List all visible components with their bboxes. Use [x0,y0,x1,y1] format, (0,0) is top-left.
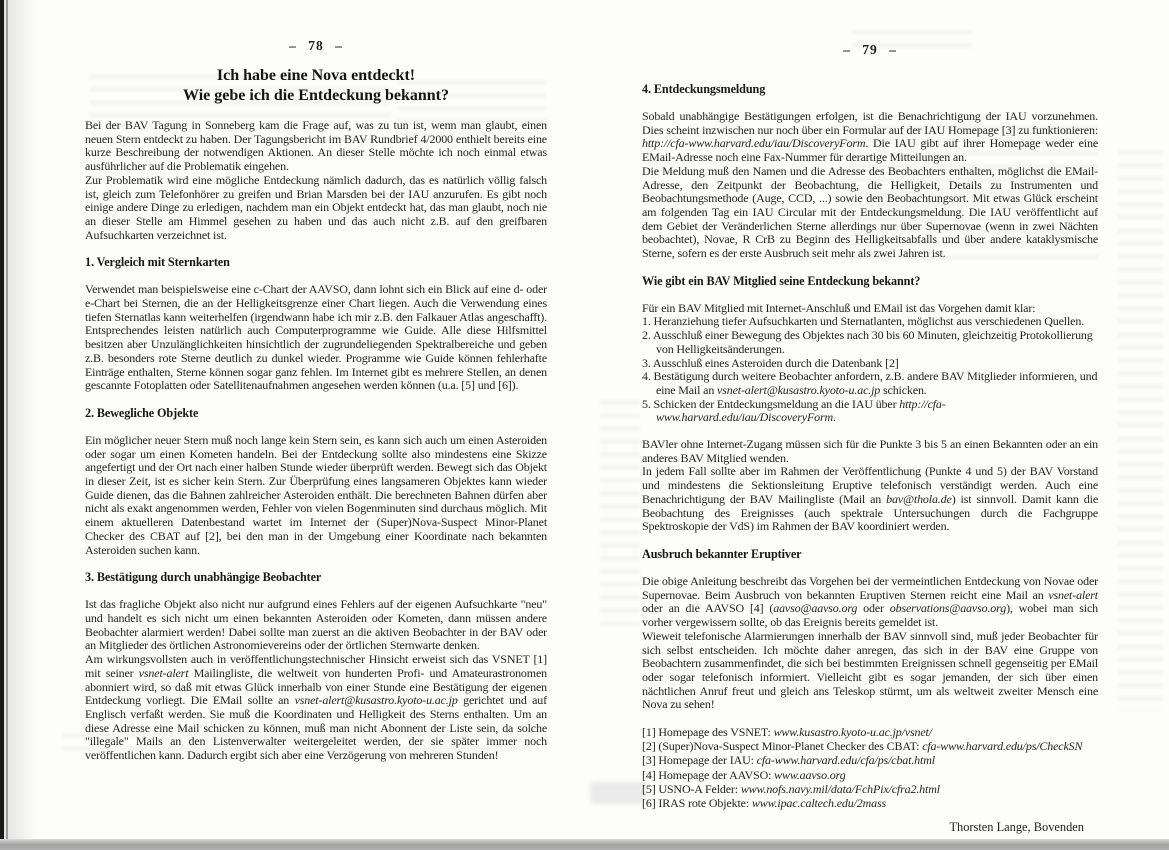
page-78 [85,38,547,763]
section-4-heading: 4. Entdeckungsmeldung [642,82,766,96]
eruptive-paragraph-2: Wieweit telefonische Alarmierungen innerhalb der BAV sinnvoll sind, muß jeder Beobachter für sich selbst entscheiden. Ich möchte daher anregen, das sich in der BAV eine Gruppe von Beobachtern zusammenfindet, die sich bei bestimmten Ereignissen schnell gegenseitig per EMail oder sogar telefonisch informiert. Vielleicht gibt es sogar jemanden, der sich über einen nächtlichen Anruf freut und gleich ans Teleskop stürmt, um als weltweit zweiter Mensch eine Nova zu sehen! [642,628,1098,712]
procedure-step: 2. Ausschluß einer Bewegung des Objektes nach 30 bis 60 Minuten, gleichzeitig Protokollierung von Helligkeitsänderungen. [642,328,1093,356]
procedure-step: 3. Ausschluß eines Asteroiden durch die Datenbank [2] [642,355,899,370]
reference-item: [2] (Super)Nova-Suspect Minor-Planet Checker des CBAT: cfa-www.harvard.edu/ps/CheckSN [642,739,1083,754]
section-4-paragraph-2: Die Meldung muß den Namen und die Adresse des Beobachters enthalten, möglichst die EMail-Adresse, den Zeitpunkt der Beobachtung, die Helligkeit, Details zu Instrumenten und Beobachtungsmethode (Auge, CCD, ...) sowie den Beobachtungsort. Mit etwas Glück erscheint am folgenden Tag ein IAU Circular mit der Entdeckungsmeldung. Die IAU veröffentlicht auf dem Gebiet der Veränderlichen Sterne allerdings nur über Supernovae (wenn in zwei Nächten beobachtet), Novae, R CrB zu Beginn des Helligkeitsabfalls und über andere kataklysmische Sterne, sofern es der erste Ausbruch seit mehr als zwei Jahren ist. [642,163,1098,261]
reference-item: [1] Homepage des VSNET: www.kusastro.kyoto-u.ac.jp/vsnet/ [642,725,932,740]
reference-item: [3] Homepage der IAU: cfa-www.harvard.edu/cfa/ps/cbat.html [642,753,935,768]
procedure-step: 5. Schicken der Entdeckungsmeldung an die IAU über http://cfa-www.harvard.edu/iau/DiscoveryForm. [642,396,946,425]
scan-bottom-edge [0,839,1169,850]
procedure-step: 4. Bestätigung durch weitere Beobachter anfordern, z.B. andere BAV Mitglieder informieren, und eine Mail an vsnet-alert@kusastro.kyoto-u.ac.jp schicken. [642,369,1098,397]
page-number-right: – 79 – [843,42,897,57]
reference-item: [4] Homepage der AAVSO: www.aavso.org [642,767,846,782]
section-1-paragraph: Verwendet man beispielsweise eine c-Chart der AAVSO, dann lohnt sich ein Blick auf eine d- oder e-Chart bei Sternen, die an der Helligkeitsgrenze einer Chart liegen. Auch die Verwendung eines tiefen Sternatlas kann weiterhelfen (irgendwann habe ich mir z.B. den Falkauer Atlas angeschafft). Entsprechendes leisten natürlich auch Computerprogramme wie Guide. Alle diese Hilfsmittel besitzen aber Unzulänglichkeiten hinsichtlich der zugrundeliegenden Spektralbereiche und geben z.B. besonders rote Sterne deutlich zu dunkel wieder. Programme wie Guide können fehlerhafte Einträge enthalten, Sterne können sogar ganz fehlen. Im Internet gibt es mehrere Stellen, an denen gescannte Fotoplatten oder Satellitenaufnahmen angesehen werden können (u.a. [5] und [6]). [85,282,547,393]
page-number-left: – 78 – [289,38,343,53]
procedure-step: 1. Heranziehung tiefer Aufsuchkarten und Sternatlanten, möglichst aus verschiedenen Quellen. [642,314,1085,329]
book-spine-shadow [4,0,38,850]
section-2-heading: 2. Bewegliche Objekte [85,405,199,420]
procedure-steps-list [642,315,1098,425]
article-title-line2: Wie gebe ich die Entdeckung bekannt? [183,87,449,104]
section-3-paragraph-2: Am wirkungsvollsten auch in veröffentlichungstechnischer Hinsicht erweist sich das VSNET [1] mit seiner vsnet-alert Mailingliste, die weltweit von hunderten Profi- und Amateurastronomen abonniert wird, so daß mit etwas Glück innerhalb von einer Stunde eine Bestätigung der eigenen Entdeckung vorliegt. Die EMail sollte an vsnet-alert@kusastro.kyoto-u.ac.jp gerichtet und auf Englisch verfaßt werden. Sie muß die Koordinaten und Helligkeit des Sterns enthalten. Um an diese Adresse eine Mail schicken zu können, muß man nicht Abonnent der Liste sein, da solche "illegale" Mails an den Listenverwalter weitergeleitet werden, der sie später immer noch veröffentlichen kann. Dadurch ergibt sich aber eine Verzögerung von mehreren Stunden! [85,652,547,763]
no-internet-paragraph-1: BAVler ohne Internet-Zugang müssen sich für die Punkte 3 bis 5 an einen Bekannten oder an ein anderes BAV Mitglied wenden. [642,437,1098,465]
author-signature: Thorsten Lange, Bovenden [949,820,1084,835]
section-4-paragraph-1: Sobald unabhängige Bestätigungen erfolgen, ist die Benachrichtigung der IAU vorzunehmen. Dies scheint inzwischen nur noch über ein Formular auf der IAU Homepage [3] zu funktionieren: http://cfa-www.harvard.edu/iau/DiscoveryForm. Die IAU gibt auf ihrer Homepage weder eine EMail-Adresse noch eine Fax-Nummer für derartige Mitteilungen an. [642,109,1098,165]
bav-member-heading: Wie gibt ein BAV Mitglied seine Entdeckung bekannt? [642,273,921,288]
bleed-through-artifact [1118,150,1163,710]
bleed-through-artifact [600,400,640,630]
eruptive-heading: Ausbruch bekannter Eruptiver [642,546,802,561]
bav-member-intro: Für ein BAV Mitglied mit Internet-Anschluß und EMail ist das Vorgehen damit klar: [642,300,1036,315]
section-3-heading: 3. Bestätigung durch unabhängige Beobachter [85,570,322,585]
no-internet-paragraph-2: In jedem Fall sollte aber im Rahmen der Veröffentlichung (Punkte 4 und 5) der BAV Vorstand und mindestens die Sektionsleitung Eruptive telefonisch verständigt werden. Auch eine Benachrichtigung der BAV Mailingliste (Mail an bav@thola.de) ist sinnvoll. Damit kann die Beobachtung des Ereignisses (auch spektrale Untersuchungen durch die Fachgruppe Spektroskopie der VdS) im Rahmen der BAV koordiniert werden. [642,464,1098,534]
article-title-line1: Ich habe eine Nova entdeckt! [216,67,416,84]
section-1-heading: 1. Vergleich mit Sternkarten [85,255,230,270]
article-title [85,66,547,106]
references-list [642,725,1098,810]
scan-smudge [590,782,645,804]
eruptive-paragraph-1: Die obige Anleitung beschreibt das Vorgehen bei der vermeintlichen Entdeckung von Novae oder Supernovae. Beim Ausbruch von bekannten Eruptiven Sternen reicht eine Mail an vsnet-alert oder an die AAVSO [4] (aavso@aavso.org oder observations@aavso.org), wobei man sich vorher vergewissern sollte, ob das Ereignis bereits gemeldet ist. [642,573,1098,630]
reference-item: [5] USNO-A Felder: www.nofs.navy.mil/data/FchPix/cfra2.html [642,781,940,796]
intro-paragraph-2: Zur Problematik wird eine mögliche Entdeckung nämlich dadurch, das es natürlich völlig falsch ist, gleich zum Telefonhörer zu greifen und Brian Marsden bei der IAU anzurufen. Es gibt noch einige andere Dinge zu erledigen, nachdem man ein Objekt entdeckt hat, das man glaubt, noch nie an dieser Stelle am Himmel gesehen zu haben und das auch nicht z.B. auf den greifbaren Aufsuchkarten verzeichnet ist. [85,172,547,242]
section-2-paragraph: Ein möglicher neuer Stern muß noch lange kein Stern sein, es kann sich auch um einen Asteroiden oder sogar um einen Kometen handeln. Bei der Entdeckung sollte also mindestens eine Skizze angefertigt und der Ort nach einer halben Stunde wieder überprüft werden. Bewegt sich das Objekt in dieser Zeit, ist es sicher kein Stern. Zur Überprüfung eines langsameren Objektes kann wieder Guide dienen, das die Bahnen zahlreicher Asteroiden enthält. Die berechneten Bahnen dürfen aber nicht als exakt angenommen werden, Fehler von vielen Bogenminuten sind durchaus möglich. Mit einem aktuelleren Datenbestand wartet im Internet der (Super)Nova-Suspect Minor-Planet Checker des CBAT auf [2], bei den man in der Umgebung einer Koordinate nach bekannten Asteroiden suchen kann. [85,432,547,557]
page-79 [642,42,1098,835]
intro-paragraph-1: Bei der BAV Tagung in Sonneberg kam die Frage auf, was zu tun ist, wenn man glaubt, einen neuen Stern entdeckt zu haben. Der Tagungsbericht im BAV Rundbrief 4/2000 enthielt bereits eine kurze Beschreibung der notwendigen Aktionen. An dieser Stelle möchte ich noch einmal etwas ausführlicher auf die Problematik eingehen. [85,118,547,174]
reference-item: [6] IRAS rote Objekte: www.ipac.caltech.edu/2mass [642,796,887,811]
section-3-paragraph-1: Ist das fragliche Objekt also nicht nur aufgrund eines Fehlers auf der eigenen Aufsuchkarte "neu" und handelt es sich nicht um einen bekannten Asteroiden oder Kometen, dann müssen andere Beobachter alarmiert werden! Dabei sollte man zuerst an die aktiven Beobachter in der BAV oder an Mitglieder des örtlichen Astronomievereins oder der örtlichen Sternwarte denken. [85,597,547,653]
